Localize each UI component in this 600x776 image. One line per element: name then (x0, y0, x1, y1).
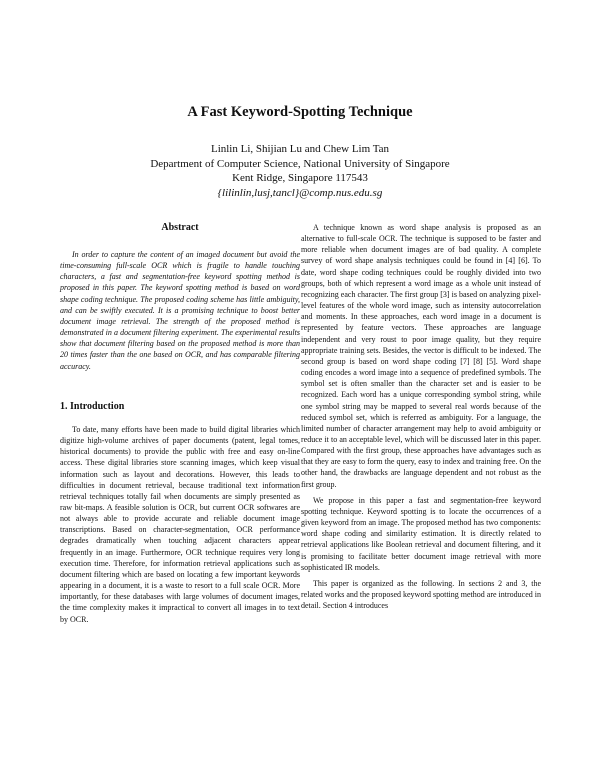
author-block (0, 142, 600, 200)
author-emails: {lilinlin,lusj,tancl}@comp.nus.edu.sg (217, 186, 383, 199)
author-names: Linlin Li, Shijian Lu and Chew Lim Tan (210, 143, 390, 155)
affiliation: Department of Computer Science, National University of Singapore (150, 157, 450, 170)
abstract-heading: Abstract (161, 222, 199, 233)
intro-paragraph-3: We propose in this paper a fast and segmentation-free keyword spotting technique. Keyword spotting is to locate the occurrences of a given keyword from an image. The proposed method has two components: word shape coding and similarity estimation. It is directly related to retrieval applications like Boolean retrieval and document filtering, and it is promising to facilitate better document image retrieval with more sophisticated IR models. (301, 495, 541, 572)
abstract-text: In order to capture the content of an imaged document but avoid the time-consuming full-scale OCR which is fragile to handle touching characters, a fast and segmentation-free keyword spotting method is proposed in this paper. The keyword spotting method is based on word shape coding technique. The proposed coding scheme has little ambiguity, and can be swiftly executed. It is a promising technique to boost better document image retrieval. The strength of the proposed method is demonstrated in a document filtering experiment. The experimental results show that document filtering based on the proposed method is more than 20 times faster than the one based on OCR, and has comparable filtering accuracy. (60, 250, 300, 371)
right-column (301, 222, 541, 611)
address: Kent Ridge, Singapore 117543 (232, 172, 368, 184)
section-heading-introduction: 1. Introduction (60, 400, 125, 412)
intro-paragraph-2: A technique known as word shape analysis is proposed as an alternative to full-scale OCR. The technique is supposed to be faster and more reliable when document images are of bad quality. A complete survey of word shape analysis techniques could be found in [4] [6]. To date, word shape coding techniques could be roughly divided into two groups, both of which represent a word image as a whole unit instead of recognizing each character. The first group [3] is based on analyzing pixel-level features of the whole word image, such as intensity autocorrelation and moments. In these approaches, each word image in a document is represented by feature vectors. These approaches are language independent and very roust to poor image quality, but they require appropriate training sets. Besides, the vector is difficult to be indexed. The second group is based on word shape coding [7] [8] [5]. Word shape coding encodes a word image into a sequence of predefined symbols. The symbol set is often smaller than the character set and is easier to be recognized. Each word has a unique corresponding symbol string, while one symbol string may be mapped to several real words because of the reduced symbol set, which is referred as ambiguity. For a language, the limited number of character arrangement may help to avoid ambiguity or reduce it to an acceptable level, which will be discussed later in this paper. Compared with the first group, these approaches have advantages such as that they are easy to form the query, easy to index and training free. On the other hand, the drawbacks are language dependent and not robust as the first group. (301, 223, 541, 489)
intro-paragraph-4: This paper is organized as the following. In sections 2 and 3, the related works and the proposed keyword spotting method are introduced in detail. Section 4 introduces (301, 578, 541, 611)
paper-title: A Fast Keyword-Spotting Technique (187, 104, 413, 120)
intro-paragraph-1: To date, many efforts have been made to build digital libraries which digitize high-volume archives of paper documents (patent, legal tomes, historical documents) to provide the public with free and easy on-line access. These digital libraries store scanning images, which keep visual information such as layout and decorations. However, this leads to difficulties in document retrieval, because traditional text information retrieval techniques totally fail when documents are simply presented as raw bit-maps. A feasible solution is OCR, but current OCR softwares are not always able to provide accurate and reliable document image transcriptions. Based on character-segmentation, OCR performance degrades dramatically when touching adjacent characters appear frequently in an image. Furthermore, OCR technique requires very long execution time. Therefore, for information retrieval applications such as document filtering which are based on locating a few important keywords appearing in a document, it is a waste to resort to a full scale OCR. More importantly, for these databases with large volumes of document images, the time complexity makes it impractical to convert all images in to text by OCR. (60, 424, 300, 624)
left-column (60, 222, 300, 625)
